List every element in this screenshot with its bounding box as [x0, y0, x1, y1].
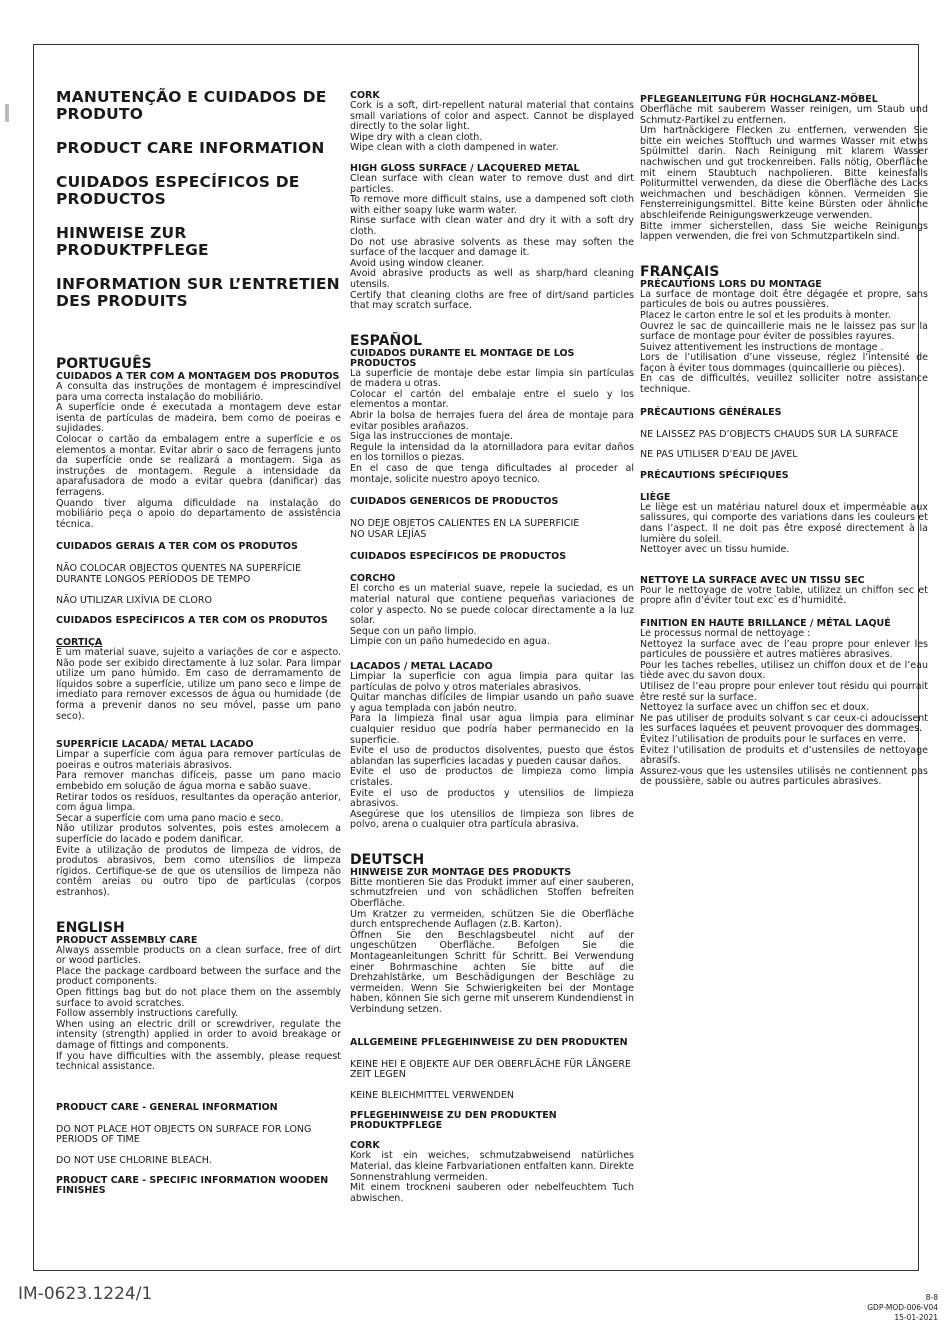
- fr-paragraph: Lors de l’utilisation d’une visseuse, réglez l’intensité de façon à éviter tous dommages (quincaillerie ou pièces).: [640, 352, 928, 374]
- title-pt: MANUTENÇÃO E CUIDADOS DE PRODUTO: [56, 88, 327, 123]
- es-cork-text: Limpie con un paño humedecido en agua.: [350, 636, 550, 648]
- en-lacquer-item: To remove more difficult stains, use a dampened soft cloth with either soapy luke warm water.: [350, 194, 634, 216]
- en-paragraph: Follow assembly instructions carefully.: [56, 1008, 239, 1020]
- document-code: IM-0623.1224/1: [18, 1284, 153, 1304]
- fr-paragraph: En cas de difficultés, veuillez solliciter notre assistance technique.: [640, 373, 928, 396]
- es-assembly-heading: CUIDADOS DURANTE EL MONTAGE DE LOS PRODUCTOS: [350, 347, 575, 369]
- es-lacquer-item: Limpiar la superficie con agua limpia para quitar las partículas de polvo y otros materiales abrasivos.: [350, 670, 634, 693]
- en-assembly-heading: PRODUCT ASSEMBLY CARE: [56, 934, 198, 946]
- es-lacquer-item: Para la limpieza final usar agua limpia para eliminar cualquier residuo que podría haber permanecido en la superficie.: [350, 713, 634, 746]
- es-lacquer-item: Quitar manchas difíciles de limpiar usando un paño suave y agua templada con jabón neutro.: [350, 692, 634, 714]
- de-lacquer-item: Bitte immer sicherstellen, dass Sie weiche Reinigungs lappen verwenden, die frei von Schmutzpartikeln sind.: [640, 220, 928, 243]
- de-lacquer-heading: PFLEGEANLEITUNG FÜR HOCHGLANZ-MÖBEL: [640, 94, 878, 105]
- fr-lacquer-heading: FINITION EN HAUTE BRILLANCE / MÉTAL LAQUÉ: [640, 618, 891, 629]
- fr-lacquer-item: Pour les taches rebelles, utilisez un chiffon doux et de l’eau tiède avec du savon doux.: [640, 659, 928, 682]
- fr-cork-text: Le liège est un matériau naturel doux et imperméable aux salissures, qui comporte des variations dans les couleurs et dans l’aspect. Il ne doit pas être exposé directement à la lumière du soleil.: [640, 501, 928, 545]
- en-lacquer-item: Do not use abrasive solvents as these may soften the surface of the lacquer and damage it.: [350, 236, 634, 259]
- en-paragraph: Place the package cardboard between the surface and the product components.: [56, 965, 341, 988]
- de-lacquer-item: Um hartnäckigere Flecken zu entfernen, verwenden Sie bitte ein weiches Stofftuch und warmes Wasser mit etwas Spülmittel darin. Nach Reinigung mit klarem Wasser nachwischen und gut trockenreiben. Falls nötig, Oberfläche mit einem Staubtuch nachpolieren. Bitte keinesfalls Politurmittel verwenden, da diese die Oberfläche des Lacks weichmachen und beschädigen können. Vermeiden Sie Fensterreinigungsmittel. Bitte keine Bürsten oder ähnliche abschleifende Reinigungswerkzeuge verwenden.: [640, 125, 928, 221]
- en-paragraph: If you have difficulties with the assembly, please request technical assistance.: [56, 1050, 341, 1073]
- fr-cork-heading: LIÈGE: [640, 491, 671, 503]
- column-1: [56, 89, 341, 1196]
- footer-meta: [867, 1293, 938, 1323]
- de-assembly-heading: HINWEISE ZUR MONTAGE DES PRODUKTS: [350, 866, 572, 878]
- column-2: [350, 91, 634, 1204]
- es-general-item: NO DEJE OBJETOS CALIENTES EN LA SUPERFICIE: [350, 518, 580, 530]
- es-cork-text: Seque con un paño limpio.: [350, 625, 477, 637]
- de-general-heading: ALLGEMEINE PFLEGEHINWEISE ZU DEN PRODUKTEN: [350, 1036, 628, 1048]
- fr-lacquer-item: Nettoyez la surface avec de l’eau propre pour enlever les particules de poussière et autres matières abrasives.: [640, 638, 928, 661]
- page-number: 8-8: [925, 1293, 938, 1302]
- es-paragraph: Colocar el cartón del embalaje entre el suelo y los elementos a montar.: [350, 388, 634, 411]
- de-general-item: KEINE HEI E OBJEKTE AUF DER OBERFLÄCHE FÜR LÄNGERE ZEIT LEGEN: [350, 1058, 631, 1081]
- pt-lacquer-item: Retirar todos os resíduos, resultantes da operação anterior, com água limpa.: [56, 791, 341, 814]
- scan-mark: [5, 104, 9, 122]
- title-es: CUIDADOS ESPECÍFICOS DE PRODUCTOS: [56, 173, 300, 208]
- en-paragraph: Always assemble products on a clean surface, free of dirt or wood particles.: [56, 944, 341, 967]
- pt-specific-heading: CUIDADOS ESPECÍFICOS A TER COM OS PRODUTOS: [56, 615, 328, 627]
- lang-heading-de: DEUTSCH: [350, 851, 425, 868]
- de-cork-text: Kork ist ein weiches, schmutzabweisend natürliches Material, das kleine Farbvariationen entfalten kann. Direkte Sonnenstrahlung vermeiden.: [350, 1150, 634, 1183]
- en-paragraph: Open fittings bag but do not place them on the assembly surface to avoid scratches.: [56, 986, 341, 1009]
- es-lacquer-item: Evite el uso de productos y utensilios de limpieza abrasivos.: [350, 787, 634, 810]
- de-specific-heading: PFLEGEHINWEISE ZU DEN PRODUKTEN PRODUKTPFLEGE: [350, 1110, 557, 1132]
- pt-paragraph: A superfície onde é executada a montagem deve estar isenta de partículas de madeira, bem como de poeiras e sujidades.: [56, 402, 341, 435]
- en-lacquer-item: Clean surface with clean water to remove dust and dirt particles.: [350, 172, 634, 195]
- lang-heading-fr: FRANÇAIS: [640, 263, 720, 280]
- en-lacquer-heading: HIGH GLOSS SURFACE / LACQUERED METAL: [350, 162, 580, 174]
- de-paragraph: Um Kratzer zu vermeiden, schützen Sie die Oberfläche durch entsprechende Auflagen (z.B. Karton).: [350, 908, 634, 931]
- pt-assembly-heading: CUIDADOS A TER COM A MONTAGEM DOS PRODUTOS: [56, 371, 340, 382]
- form-code: GDP-MOD-006-V04: [867, 1303, 938, 1312]
- es-paragraph: Abrir la bolsa de herrajes fuera del área de montaje para evitar posibles arañazos.: [350, 410, 634, 432]
- es-lacquer-item: Evite el uso de productos de limpieza como limpia cristales.: [350, 766, 634, 788]
- fr-paragraph: Suivez attentivement les instructions de montage .: [640, 341, 884, 353]
- de-general-item: KEINE BLEICHMITTEL VERWENDEN: [350, 1089, 514, 1101]
- es-paragraph: En el caso de que tenga dificultades al proceder al montaje, solicite nuestro apoyo tecnico.: [350, 463, 634, 485]
- fr-lacquer-item: Assurez-vous que les ustensiles utilisés ne contiennent pas de poussière, sable ou autres particules abrasives.: [640, 765, 928, 788]
- fr-lacquer-item: Évitez l’utilisation de produits pour le surfaces en verre.: [640, 733, 906, 745]
- es-paragraph: Regule la intensidad da la atornilladora para evitar daños en los tornillos o piezas.: [350, 441, 634, 464]
- fr-lacquer-item: Ne pas utiliser de produits solvant s car ceux-ci adoucissent les surfaces laquées et peuvent provoquer des dommages.: [640, 712, 928, 735]
- fr-lacquer-item: Nettoyez la surface avec un chiffon sec et doux.: [640, 702, 870, 714]
- pt-lacquer-item: Secar a superfície com uma pano macio e seco.: [56, 812, 284, 824]
- es-paragraph: Siga las instrucciones de montaje.: [350, 431, 513, 443]
- title-en: PRODUCT CARE INFORMATION: [56, 139, 325, 157]
- en-lacquer-item: Certify that cleaning cloths are free of dirt/sand particles that may scratch surface.: [350, 289, 634, 312]
- fr-dry-cloth-heading: NETTOYE LA SURFACE AVEC UN TISSU SEC: [640, 574, 865, 586]
- pt-cork-text: É um material suave, sujeito a variações de cor e aspecto. Não pode ser exibido directamente à luz solar. Para limpar utilize um pano húmido. Em caso de derramamento de líquidos sobre a superfície, utilize um pano seco e limpe de imediato para remover excessos de água ou humidade (de forma a prevenir danos no seu móvel, passe um pano seco).: [56, 647, 341, 722]
- fr-paragraph: Ouvrez le sac de quincaillerie mais ne le laissez pas sur la surface de montage pour éviter de possibles rayures.: [640, 320, 928, 343]
- pt-general-item: NÃO COLOCAR OBJECTOS QUENTES NA SUPERFÍCIE DURANTE LONGOS PERÍODOS DE TEMPO: [56, 563, 302, 585]
- en-lacquer-item: Avoid using window cleaner.: [350, 257, 485, 269]
- en-lacquer-item: Rinse surface with clean water and dry it with a soft dry cloth.: [350, 215, 634, 237]
- lang-heading-en: ENGLISH: [56, 919, 125, 936]
- pt-general-heading: CUIDADOS GERAIS A TER COM OS PRODUTOS: [56, 541, 298, 553]
- fr-general-item: NE LAISSEZ PAS D’OBJECTS CHAUDS SUR LA SURFACE: [640, 428, 899, 440]
- fr-lacquer-item: Évitez l’utilisation de produits et d’ustensiles de nettoyage abrasifs.: [640, 744, 928, 767]
- column-3: [640, 95, 928, 788]
- lang-heading-es: ESPAÑOL: [350, 332, 422, 349]
- pt-lacquer-item: Não utilizar produtos solventes, pois estes amolecem a superfície do lacado e podem danificar.: [56, 823, 341, 845]
- fr-paragraph: Placez le carton entre le sol et les produits à monter.: [640, 309, 891, 321]
- es-cork-text: El corcho es un material suave, repele la suciedad, es un material natural que contiene pequeñas variaciones de color y aspecto. No se puede colocar directamente a la luz solar.: [350, 583, 634, 627]
- pt-lacquer-item: Para remover manchas difíceis, passe um pano macio embebido em solução de água morna e sabão suave.: [56, 770, 341, 793]
- title-de: HINWEISE ZUR PRODUKTPFLEGE: [56, 224, 209, 259]
- pt-lacquer-item: Evite a utilização de produtos de limpeza de vidros, de produtos abrasivos, bem como utensílios de limpeza rígidos. Certifique-se de que os utensílios de limpeza não contêm areias ou outro tipo de partículas (corpos estranhos).: [56, 844, 341, 898]
- pt-general-item: NÃO UTILIZAR LIXÍVIA DE CLORO: [56, 594, 212, 606]
- en-lacquer-item: Avoid abrasive products as well as sharp/hard cleaning utensils.: [350, 268, 634, 290]
- fr-paragraph: La surface de montage doit être dégagée et propre, sans particules de bois ou autres poussières.: [640, 288, 928, 311]
- form-date: 15-01-2021: [894, 1313, 938, 1322]
- en-specific-heading: PRODUCT CARE - SPECIFIC INFORMATION WOODEN FINISHES: [56, 1175, 329, 1197]
- de-paragraph: Öffnen Sie den Beschlagsbeutel nicht auf der ungeschützen Oberfläche. Befolgen Sie die Montageanleitungen Schritt für Schritt. Bei Verwendung einer Bohrmaschine achten Sie bitte auf die Drehzahlstärke, um Beschädigungen der Beschläge zu vermeiden. Wenn Sie Schwierigkeiten bei der Montage haben, können Sie sich gerne mit unserem Kundendienst in Verbindung setzen.: [350, 929, 634, 1015]
- es-paragraph: La superficie de montaje debe estar limpia sin partículas de madera u otras.: [350, 367, 634, 390]
- pt-paragraph: Quando tiver alguma dificuldade na instalação do mobiliário peça o apoio do departamento de assistência técnica.: [56, 497, 341, 530]
- lang-heading-pt: PORTUGUÊS: [56, 356, 152, 372]
- fr-assembly-heading: PRÉCAUTIONS LORS DU MONTAGE: [640, 278, 822, 290]
- pt-lacquer-item: Limpar a superfície com água para remover partículas de poeiras e outros materiais abrasivos.: [56, 749, 341, 771]
- en-general-heading: PRODUCT CARE - GENERAL INFORMATION: [56, 1101, 278, 1113]
- document-frame: [33, 44, 928, 1271]
- pt-lacquer-heading: SUPERFÍCIE LACADA/ METAL LACADO: [56, 739, 254, 751]
- es-cork-heading: CORCHO: [350, 573, 396, 585]
- fr-cork-text: Nettoyer avec un tissu humide.: [640, 544, 790, 556]
- pt-paragraph: A consulta das instruções de montagem é imprescindível para uma correcta instalação do mobiliário.: [56, 381, 341, 403]
- de-cork-text: Mit einem trockneni sauberen oder nebelfeuchtem Tuch abwischen.: [350, 1182, 634, 1204]
- de-cork-heading: CORK: [350, 1140, 380, 1152]
- es-lacquer-item: Asegúrese que los utensilios de limpieza son libres de polvo, arena o cualquier otra partícula abrasiva.: [350, 808, 634, 831]
- fr-general-item: NE PAS UTILISER D’EAU DE JAVEL: [640, 449, 798, 461]
- en-cork-text: Wipe dry with a clean cloth.: [350, 131, 483, 143]
- fr-dry-cloth-text: Pour le nettoyage de votre table, utilizez un chiffon sec et propre afin d’éviter tout exc`es d’humidité.: [640, 584, 928, 607]
- en-paragraph: When using an electric drill or screwdriver, regulate the intensity (strength) applied in order to avoid breakage or damage of fittings and components.: [56, 1018, 341, 1051]
- es-specific-heading: CUIDADOS ESPECÍFICOS DE PRODUCTOS: [350, 551, 567, 563]
- fr-lacquer-item: Utilisez de l’eau propre pour enlever tout résidu qui pourrait être resté sur la surface.: [640, 680, 928, 703]
- es-lacquer-item: Evite el uso de productos disolventes, puesto que éstos ablandan las superficies lacadas y pueden causar daños.: [350, 745, 634, 767]
- en-cork-text: Cork is a soft, dirt-repellent natural material that contains small variations of color and aspect. Cannot be displayed directly to the solar light.: [350, 100, 634, 133]
- title-fr: INFORMATION SUR L’ENTRETIEN DES PRODUITS: [56, 275, 340, 310]
- pt-cork-heading: CORTIÇA: [56, 637, 103, 649]
- fr-general-heading: PRÉCAUTIONS GÉNÉRALES: [640, 406, 782, 418]
- en-general-item: DO NOT PLACE HOT OBJECTS ON SURFACE FOR LONG PERIODS OF TIME: [56, 1123, 312, 1146]
- de-lacquer-item: Oberfläche mit sauberem Wasser reinigen, um Staub und Schmutz-Partikel zu entfernen.: [640, 104, 928, 126]
- fr-specific-heading: PRÉCAUTIONS SPÉCIFIQUES: [640, 469, 789, 481]
- en-cork-text: Wipe clean with a cloth dampened in water.: [350, 142, 559, 154]
- de-paragraph: Bitte montieren Sie das Produkt immer auf einer sauberen, schmutzfreien und von schädlichen Stoffen befreiten Oberfläche.: [350, 876, 634, 910]
- en-general-item: DO NOT USE CHLORINE BLEACH.: [56, 1154, 212, 1166]
- es-general-heading: CUIDADOS GENERICOS DE PRODUCTOS: [350, 496, 559, 508]
- fr-lacquer-item: Le processus normal de nettoyage :: [640, 628, 811, 639]
- en-cork-heading: CORK: [350, 90, 380, 101]
- es-general-item: NO USAR LEJÍAS: [350, 528, 427, 540]
- pt-paragraph: Colocar o cartão da embalagem entre a superfície e os elementos a montar. Evitar abrir o saco de ferragens junto da superfície onde se realizará a montagem. Siga as instruções de montagem. Regule a intensidade da aparafusadora de modo a evitar quebra (danificar) das ferragens.: [56, 433, 341, 498]
- es-lacquer-heading: LACADOS / METAL LACADO: [350, 660, 493, 672]
